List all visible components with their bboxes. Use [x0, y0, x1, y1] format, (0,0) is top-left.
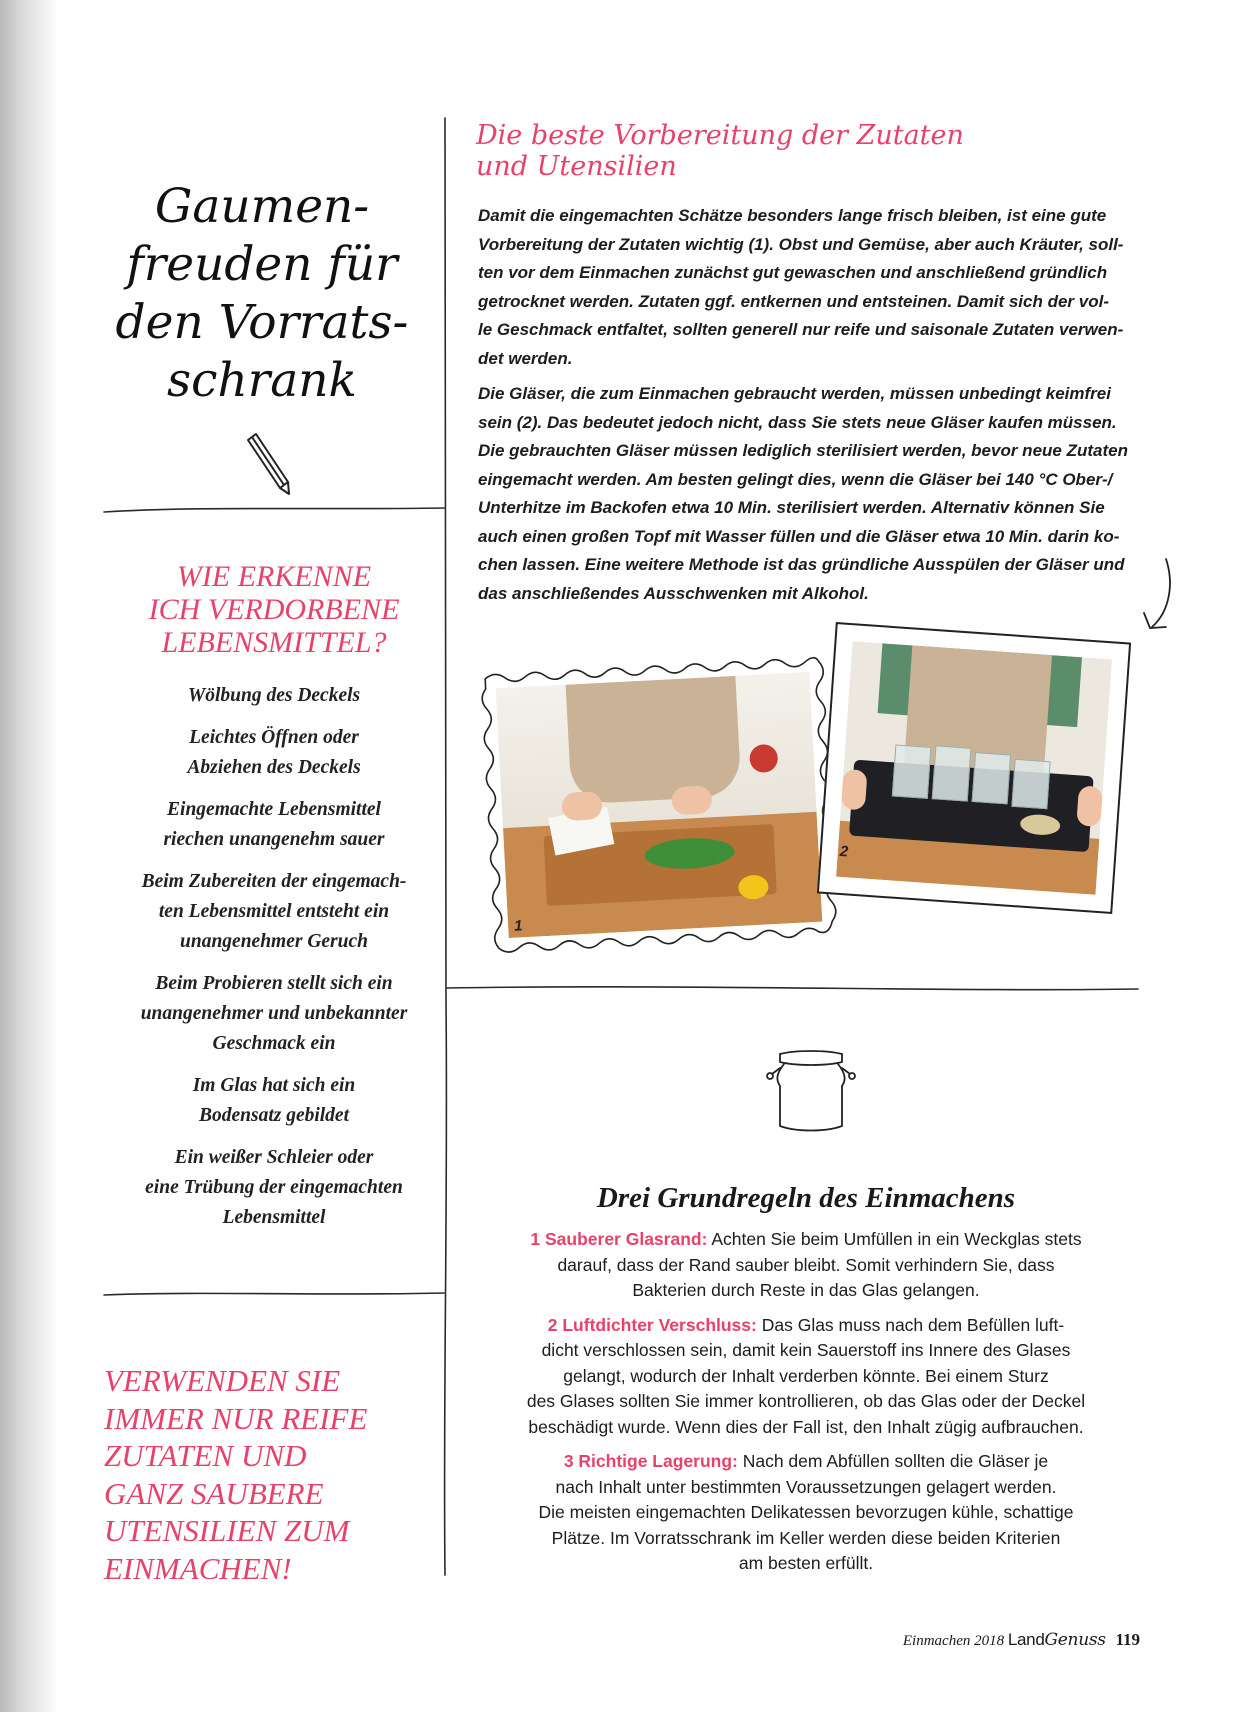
- article-heading: [476, 120, 1116, 182]
- heading-line: WIE ERKENNE: [176, 560, 372, 593]
- rules-title: Drei Grundregeln des Einmachens: [596, 1182, 1016, 1214]
- rules-list: [466, 1227, 1146, 1586]
- photo-jar: [932, 745, 972, 801]
- list-item: Eingemachte Lebensmittel riechen unangenehm sauer: [163, 799, 385, 850]
- pull-quote: [104, 1362, 444, 1587]
- photo-hands: [671, 785, 712, 815]
- list-item: Beim Probieren stellt sich ein unangenehmer und unbekannter Geschmack ein: [140, 973, 408, 1054]
- quote-line: ZUTATEN UND: [104, 1438, 307, 1473]
- quote-line: GANZ SAUBERE: [104, 1475, 324, 1511]
- page-footer: [903, 1630, 1140, 1650]
- photo-frame-1: [475, 651, 844, 959]
- article-body: [478, 202, 1148, 615]
- photo-hands: [1076, 785, 1103, 827]
- rule-item: 1 Sauberer Glasrand: Achten Sie beim Umfüllen in ein Weckglas stets darauf, dass der Rand sauber bleibt. Somit verhindern Sie, dass Bakterien durch Reste in das Glas gelangen.: [530, 1229, 1082, 1300]
- photo-jar: [892, 744, 932, 798]
- paragraph: Damit die eingemachten Schätze besonders lange frisch bleiben, ist eine gute Vorbereitung der Zutaten wichtig (1). Obst und Gemüse, aber auch Kräuter, soll- ten vor dem Einmachen zunächst gut gewaschen und anschließend gründlich getrocknet werden. Zutaten ggf. entkernen und entsteinen. Damit sich der vol- le Geschmack entfaltet, sollten generell nur reife und saisonale Zutaten verwen- det werden.: [478, 206, 1124, 368]
- heading-line: ICH VERDORBENE: [148, 593, 400, 626]
- jar-icon: [766, 1040, 856, 1140]
- heading-line: Die beste Vorbereitung der Zutaten: [476, 120, 964, 151]
- edition-label: Einmachen 2018: [902, 1633, 1005, 1649]
- photo-number: 1: [513, 917, 523, 935]
- quote-line: UTENSILIEN ZUM: [104, 1513, 350, 1548]
- list-item: Ein weißer Schleier oder eine Trübung der eingemachten Lebensmittel: [145, 1147, 403, 1228]
- sidebar-heading: [104, 560, 444, 659]
- heading-line: LEBENSMITTEL?: [161, 626, 387, 659]
- spoilage-signs-list: [104, 681, 444, 1245]
- photo-number: 2: [839, 842, 849, 861]
- quote-line: VERWENDEN SIE: [104, 1363, 341, 1398]
- photo-jar: [1011, 759, 1050, 809]
- title-line: schrank: [167, 353, 357, 408]
- paragraph: Die Gläser, die zum Einmachen gebraucht werden, müssen unbedingt keimfrei sein (2). Das bedeutet jedoch nicht, dass Sie stets neue Gläser kaufen müssen. Die gebrauchten Gläser müssen lediglich sterilisiert werden, bevor neue Zutaten eingemacht werden. Am besten gelingt dies, wenn die Gläser bei 140 °C Ober-/ Unterhitze im Backofen etwa 10 Min. sterilisiert werden. Alternativ können Sie auch einen großen Topf mit Wasser füllen und die Gläser etwa 10 Min. darin ko- chen lassen. Eine weitere Methode ist das gründliche Ausspülen der Gläser und das anschließendes Ausschwenken mit Alkohol.: [478, 384, 1128, 603]
- brand-logo: LandGenuss: [1007, 1630, 1106, 1650]
- quote-line: IMMER NUR REIFE: [104, 1400, 368, 1436]
- photo-hands: [561, 791, 602, 821]
- list-item: Wölbung des Deckels: [187, 685, 361, 706]
- page-number: 119: [1115, 1630, 1140, 1649]
- rule-label: 1 Sauberer Glasrand:: [530, 1229, 708, 1249]
- quote-line: EINMACHEN!: [104, 1550, 292, 1586]
- photo-jar: [972, 752, 1011, 804]
- list-item: Im Glas hat sich ein Bodensatz gebildet: [192, 1075, 356, 1126]
- rule-item: 2 Luftdichter Verschluss: Das Glas muss nach dem Befüllen luft- dicht verschlossen sein, damit kein Sauerstoff ins Innere des Glases gelangt, wodurch der Inhalt verderben könnte. Bei einem Sturz des Glases sollten Sie immer kontrollieren, ob das Glas oder der Deckel beschädigt wurde. Wenn dies der Fall ist, den Inhalt zügig aufbrauchen.: [526, 1314, 1086, 1437]
- title-line: freuden für: [126, 237, 398, 292]
- list-item: Leichtes Öffnen oder Abziehen des Deckels: [187, 727, 361, 778]
- photo-hands: [841, 769, 868, 811]
- photo-apron: [566, 676, 742, 805]
- photo-herbs-board: [496, 672, 823, 938]
- photo-frame-2: [817, 622, 1131, 914]
- rule-item: 3 Richtige Lagerung: Nach dem Abfüllen sollten die Gläser je nach Inhalt unter bestimmten Voraussetzungen gelagert werden. Die meisten eingemachten Delikatessen bevorzugen kühle, schattige Plätze. Im Vorratsschrank im Keller werden diese beiden Kriterien am besten erfüllt.: [538, 1451, 1074, 1573]
- title-line: den Vorrats-: [115, 295, 409, 350]
- rule-label: 3 Richtige Lagerung:: [563, 1451, 738, 1471]
- photo-jars-tray: [836, 641, 1112, 895]
- list-item: Beim Zubereiten der eingemach- ten Lebensmittel entsteht ein unangenehmer Geruch: [141, 871, 407, 952]
- heading-line: und Utensilien: [476, 151, 677, 182]
- rule-label: 2 Luftdichter Verschluss:: [547, 1314, 757, 1335]
- title-line: Gaumen-: [154, 179, 370, 234]
